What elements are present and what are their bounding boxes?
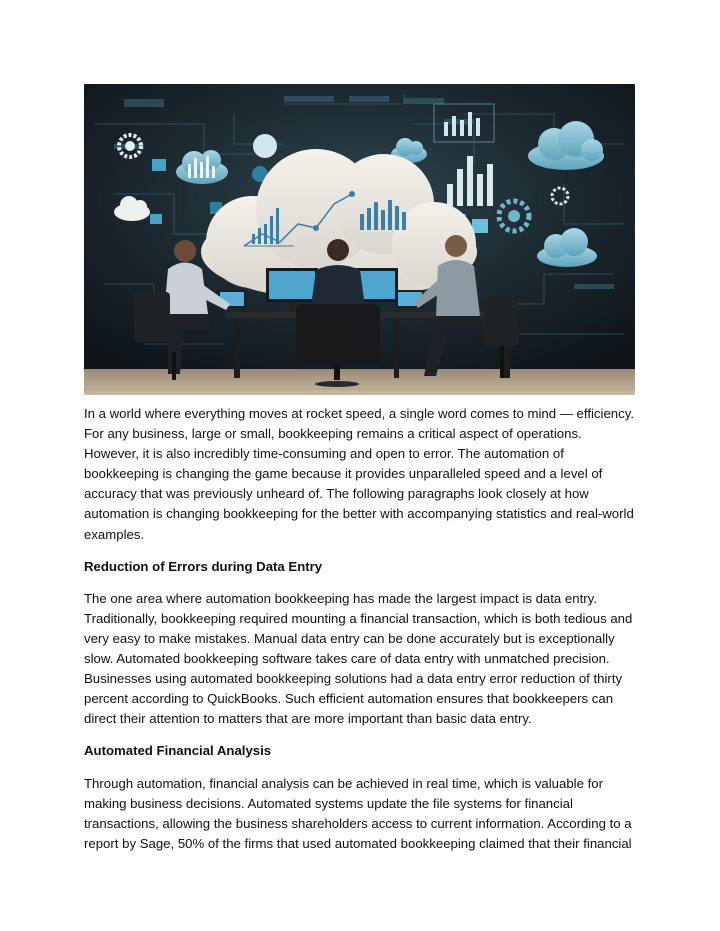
analysis-paragraph: Through automation, financial analysis can be achieved in real time, which is valuable for making business decisions. Automated systems update the file systems for financial transactions, allowing the business shareholders access to current information. According to a report by Sage, 50% of the firms that used automated bookkeeping claimed that their financial [84,775,632,851]
intro-paragraph: In a world where everything moves at rocket speed, a single word comes to mind — efficiency. For any business, large or small, bookkeeping remains a critical aspect of operations. However, it is also incredibly time-consuming and open to error. The automation of bookkeeping is changing the game because it provides unparalleled speed and a level of accuracy that was previously unheard of. The following paragraphs look closely at how automation is changing bookkeeping for the better with accompanying statistics and real-world examples. [84,406,634,542]
section-heading-errors: Reduction of Errors during Data Entry [84,558,323,574]
article-body [84,404,639,866]
section-heading-analysis: Automated Financial Analysis [84,743,272,759]
hero-illustration [84,84,635,395]
team-cloud-analytics-illustration [84,84,635,395]
errors-paragraph: The one area where automation bookkeeping has made the largest impact is data entry. Traditionally, bookkeeping required mounting a financial transaction, which is both tedious and very easy to make mistakes. Manual data entry can be done accurately but is exceptionally slow. Automated bookkeeping software takes care of data entry with unmatched precision. Businesses using automated bookkeeping solutions had a data entry error reduction of thirty percent according to QuickBooks. Such efficient automation ensures that bookkeepers can direct their attention to matters that are more important than basic data entry. [84,590,633,727]
